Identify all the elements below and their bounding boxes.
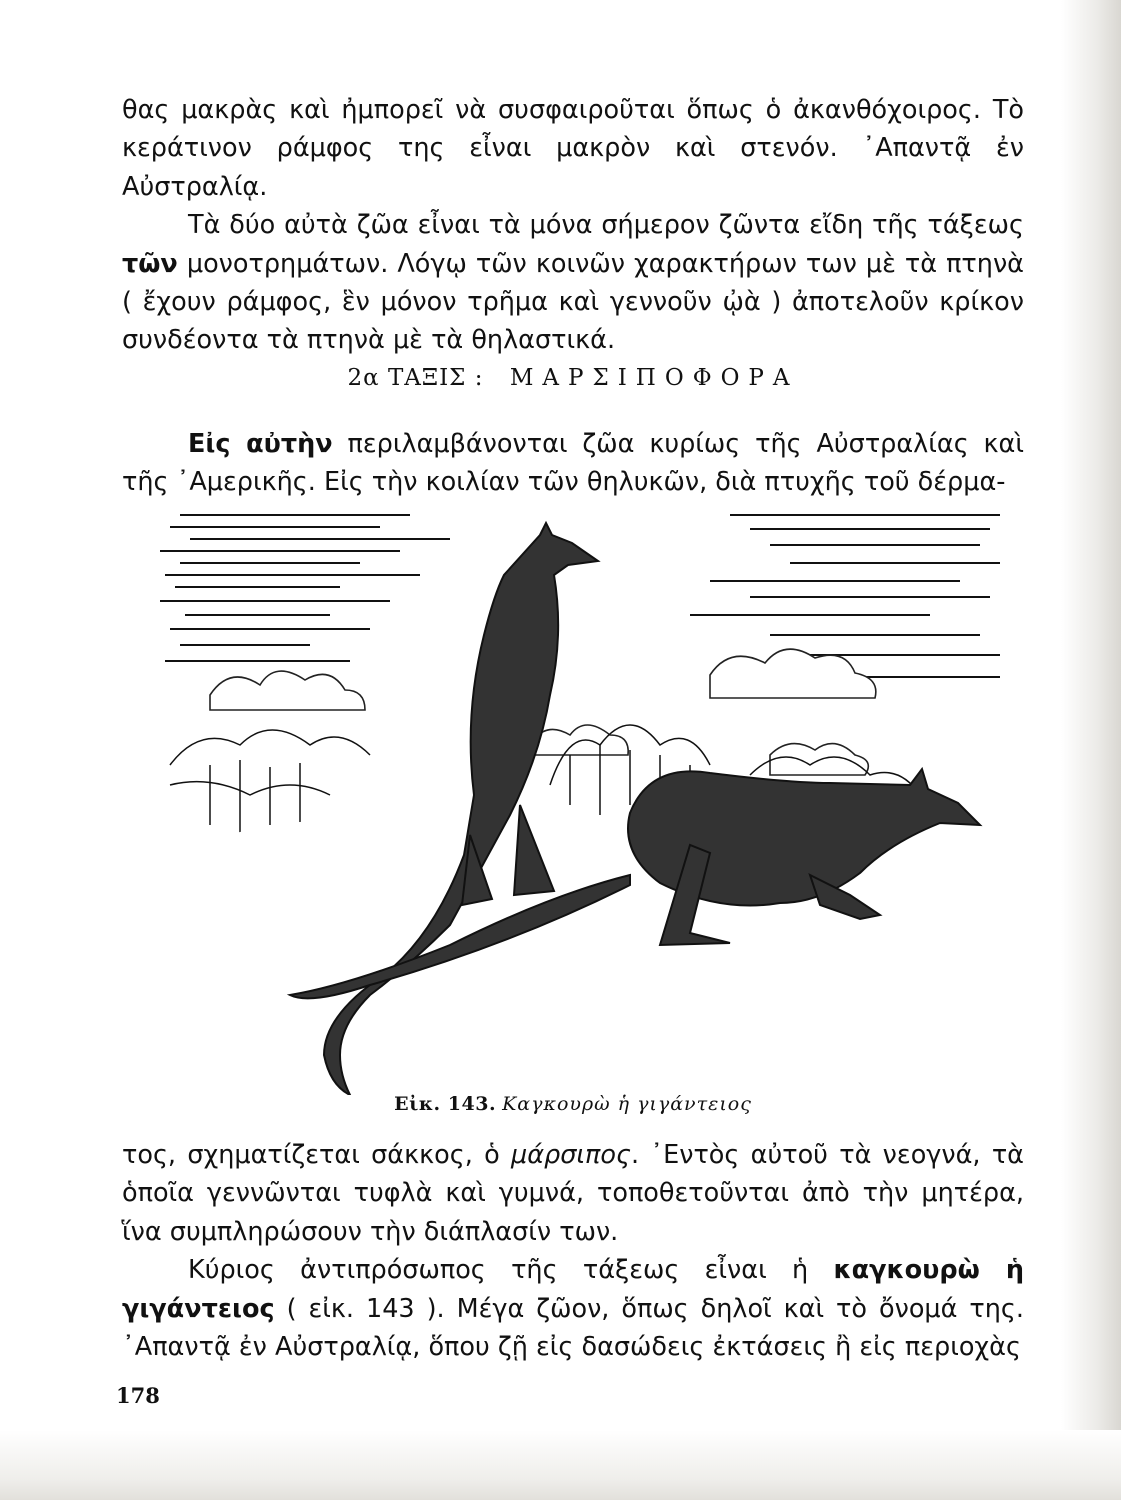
section-number: 2α ΤΑΞΙΣ : [347, 365, 484, 391]
paragraph-kangaroo [122, 1251, 1024, 1366]
caption-label: Εἰκ. 143. [394, 1093, 497, 1115]
kangaroo-engraving [150, 505, 1010, 1095]
paragraph-pouch [122, 1136, 1024, 1251]
paragraph-text: Τὰ δύο αὐτὰ ζῶα εἶναι τὰ μόνα σήμερον ζῶντα εἴδη τῆς τάξεως [188, 210, 1024, 241]
paragraph-text: μονοτρημάτων. Λόγῳ τῶν κοινῶν χαρακτήρων των μὲ τὰ πτηνὰ ( ἔχουν ράμφος, ἓν μόνον τρῆμα καὶ γεννοῦν ᾠὰ ) ἀποτελοῦν κρίκον συνδέοντα τὰ πτηνὰ μὲ τὰ θηλαστικά. [122, 248, 1024, 356]
bold-lead: Εἰς αὐτὴν [188, 429, 333, 459]
page-bottom-shadow [0, 1430, 1121, 1500]
paragraph-marsupials [122, 425, 1024, 502]
text-block-bottom [122, 1136, 1024, 1366]
text-block-top [122, 91, 1024, 360]
paragraph-text: περιλαμβάνονται ζῶα κυρίως τῆς Αὐστραλίας καὶ τῆς ᾿Αμερικῆς. Εἰς τὴν κοιλίαν τῶν θηλυκῶν, διὰ πτυχῆς τοῦ δέρμα- [122, 429, 1024, 498]
paragraph-text: ( εἰκ. 143 ). Μέγα ζῶον, ὅπως δηλοῖ καὶ τὸ ὄνομά της. ᾿Απαντᾷ ἐν Αὐστραλίᾳ, ὅπου ζῇ εἰς δασώδεις ἐκτάσεις ἢ εἰς περιοχὰς [122, 1293, 1024, 1363]
paragraph-text: Κύριος ἀντιπρόσωπος τῆς τάξεως εἶναι ἡ [188, 1255, 834, 1286]
section-title: ΜΑΡΣΙΠΟΦΟΡΑ [509, 365, 799, 391]
section-heading [122, 365, 1024, 391]
figure-caption [122, 1093, 1024, 1115]
paragraph-echidna: θας μακρὰς καὶ ἠμπορεῖ νὰ συσφαιροῦται ὅπως ὁ ἀκανθόχοιρος. Τὸ κεράτινον ράμφος της εἶναι μακρὸν καὶ στενόν. ᾿Απαντᾷ ἐν Αὐστραλίᾳ. [122, 95, 1024, 202]
italic-term: μάρσιπος [511, 1140, 631, 1170]
caption-text: Καγκουρὼ ἡ γιγάντειος [502, 1093, 752, 1115]
paragraph-text: . ᾿Εντὸς αὐτοῦ τὰ νεογνά, τὰ ὁποῖα γεννῶνται τυφλὰ καὶ γυμνά, τοποθετοῦνται ἀπὸ τὴν μητέρα, ἵνα συμπληρώσουν τὴν διάπλασίν των. [122, 1140, 1024, 1247]
text-block-middle [122, 425, 1024, 502]
page-edge-shadow [1061, 0, 1121, 1500]
paragraph-text: τος, σχηματίζεται σάκκος, ὁ [122, 1140, 511, 1170]
kangaroo-illustration [150, 505, 1010, 1095]
bold-term: καγκουρὼ ἡ γιγάντειος [122, 1255, 1025, 1324]
page-number: 178 [116, 1383, 160, 1408]
paragraph-monotremes [122, 206, 1024, 360]
bold-word: τῶν [122, 248, 178, 279]
